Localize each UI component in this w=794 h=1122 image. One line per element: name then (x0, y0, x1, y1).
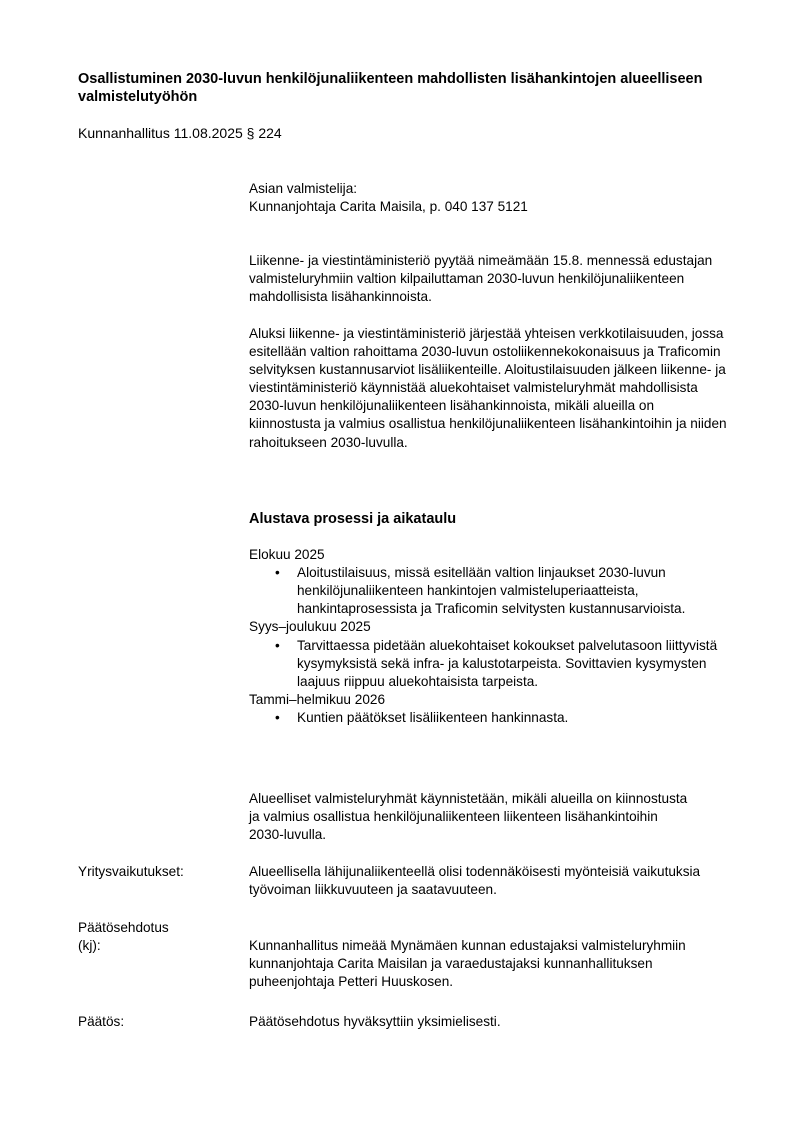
paragraph-3: Alueelliset valmisteluryhmät käynnistetään, mikäli alueilla on kiinnostusta ja valmius osallistua henkilöjunaliikenteen liikenteen lisähankintoihin 2030-luvulla. (249, 791, 688, 843)
business-impact-text (249, 863, 739, 899)
paragraph-groups (249, 790, 739, 844)
document-title: Osallistuminen 2030-luvun henkilöjunaliikenteen mahdollisten lisähankintojen alueelliseen valmistelutyöhön (78, 71, 703, 105)
proposal-label (78, 919, 169, 955)
preparer-label: Asian valmistelija: (249, 181, 358, 196)
business-impact-label: Yritysvaikutukset: (78, 864, 184, 879)
schedule-period: Syys–joulukuu 2025 (249, 619, 371, 635)
schedule-bullet-list (249, 709, 739, 727)
paragraph-process (249, 325, 739, 452)
proposal-text (249, 937, 739, 991)
schedule-heading: Alustava prosessi ja aikataulu (249, 511, 457, 527)
paragraph-1: Liikenne- ja viestintäministeriö pyytää nimeämään 15.8. mennessä edustajan valmisteluryhmiin valtion kilpailuttaman 2030-luvun henkilöjunaliikenteen mahdollisista lisähankinnoista. (249, 253, 713, 305)
meeting-reference: Kunnanhallitus 11.08.2025 § 224 (78, 125, 282, 141)
bullet-text: Aloitustilaisuus, missä esitellään valtion linjaukset 2030-luvun henkilöjunaliikenteen hankintojen valmisteluperiaatteista, hankintaprosessista ja Traficomin selvitysten kustannusarvioista. (297, 565, 686, 617)
bullet-icon: • (275, 637, 280, 653)
schedule-period: Tammi–helmikuu 2026 (249, 691, 386, 707)
proposal-label-line-1: Päätösehdotus (78, 920, 169, 935)
preparer-block (249, 180, 739, 216)
schedule-bullet-item (249, 564, 729, 618)
decision-label: Päätös: (78, 1014, 125, 1029)
proposal-label-line-2: (kj): (78, 938, 101, 954)
schedule-section (249, 510, 739, 727)
proposal-value: Kunnanhallitus nimeää Mynämäen kunnan edustajaksi valmisteluryhmiin kunnanjohtaja Carita Maisilan ja varaedustajaksi kunnanhallituksen puheenjohtaja Petteri Huuskosen. (249, 938, 686, 990)
decision-text: Päätösehdotus hyväksyttiin yksimielisesti. (249, 1014, 501, 1029)
schedule-bullet-item (249, 637, 729, 691)
schedule-bullet-list (249, 637, 739, 691)
paragraph-request (249, 252, 739, 306)
schedule-bullet-item (249, 709, 729, 727)
schedule-period: Elokuu 2025 (249, 547, 325, 563)
paragraph-2: Aluksi liikenne- ja viestintäministeriö järjestää yhteisen verkkotilaisuuden, jossa esitellään valtion rahoittama 2030-luvun ostoliikennekokonaisuus ja Traficomin selvityksen kustannusarviot lisäliikenteille. Aloitustilaisuuden jälkeen liikenne- ja viestintäministeriö käynnistää aluekohtaiset valmisteluryhmät mahdollisista 2030-luvun henkilöjunaliikenteen lisähankinnoista, mikäli alueilla on kiinnostusta ja valmius osallistua henkilöjunaliikenteen lisähankintoihin ja niiden rahoitukseen 2030-luvulla. (249, 326, 727, 450)
business-impact-value: Alueellisella lähijunaliikenteellä olisi todennäköisesti myönteisiä vaikutuksia työvoiman liikkuvuuteen ja saatavuuteen. (249, 864, 701, 898)
bullet-text: Kuntien päätökset lisäliikenteen hankinnasta. (297, 709, 569, 725)
bullet-text: Tarvittaessa pidetään aluekohtaiset kokoukset palvelutasoon liittyvistä kysymyksistä sekä infra- ja kalustotarpeista. Sovittavien kysymysten laajuus riippuu aluekohtaisista tarpeista. (297, 637, 718, 689)
bullet-icon: • (275, 565, 280, 581)
preparer-contact: Kunnanjohtaja Carita Maisila, p. 040 137 5121 (249, 199, 528, 215)
schedule-bullet-list (249, 564, 739, 618)
bullet-icon: • (275, 709, 280, 725)
